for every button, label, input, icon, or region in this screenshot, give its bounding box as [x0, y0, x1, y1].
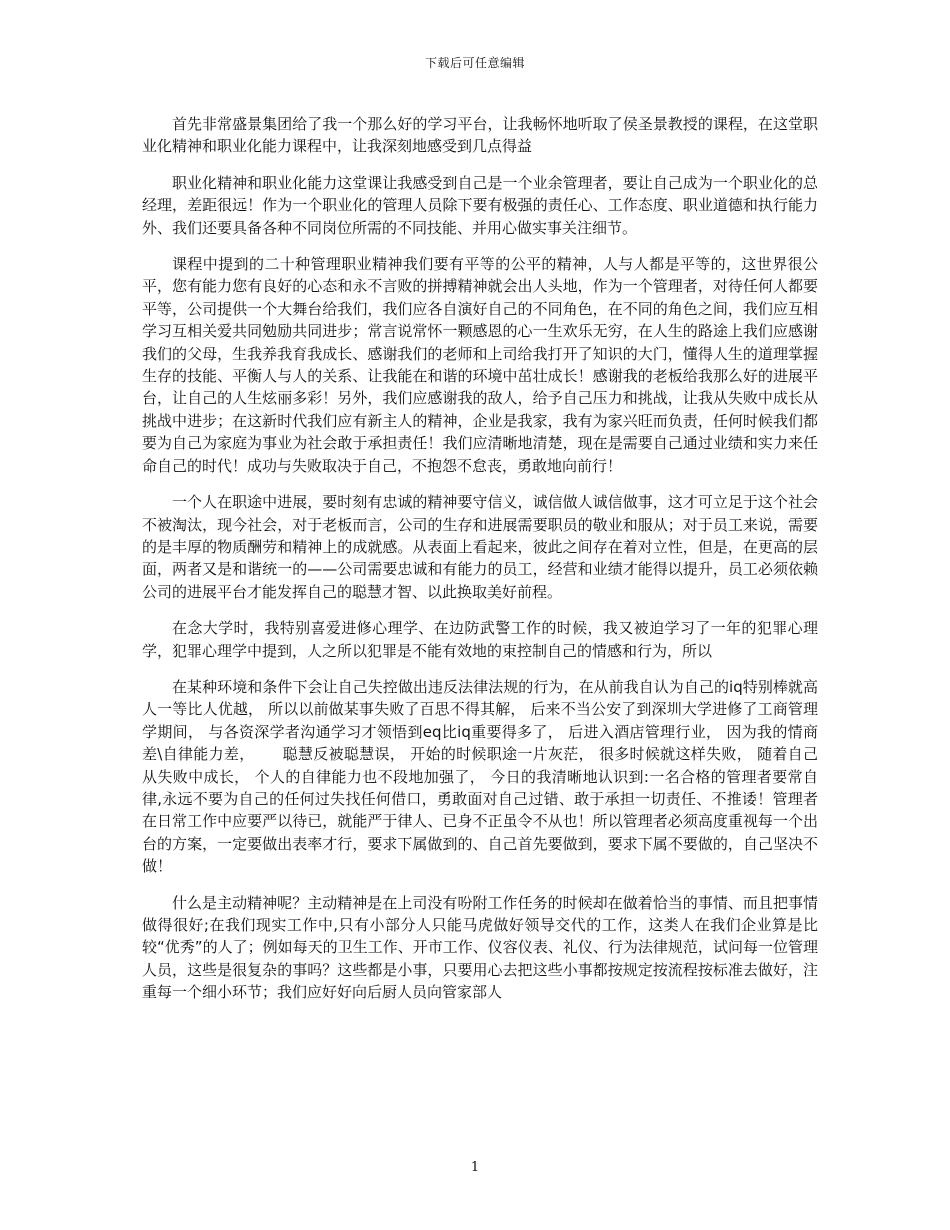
paragraph: 课程中提到的二十种管理职业精神我们要有平等的公平的精神，人与人都是平等的，这世界很公平，您有能力您有良好的心态和永不言败的拼搏精神就会出人头地，作为一个管理者，对待任何人都要平等，公司提供一个大舞台给我们，我们应各自演好自己的不同角色，在不同的角色之间，我们应互相学习互相关爱共同勉励共同进步；常言说常怀一颗感恩的心一生欢乐无穷，在人生的路途上我们应感谢我们的父母，生我养我育我成长、感谢我们的老师和上司给我打开了知识的大门，懂得人生的道理掌握生存的技能、平衡人与人的关系、让我能在和谐的环境中茁壮成长！感谢我的老板给我那么好的进展平台，让自己的人生炫丽多彩！另外，我们应感谢我的敌人，给予自己压力和挑战，让我从失败中成长从挑战中进步；在这新时代我们应有新主人的精神，企业是我家，我有为家兴旺而负责，任何时候我们都要为自己为家庭为事业为社会敢于承担责任！我们应清晰地清楚，现在是需要自己通过业绩和实力来任命自己的时代！成功与失败取决于自己，不抱怨不怠丧，勇敢地向前行！ — [142, 255, 818, 475]
paragraph: 一个人在职途中进展，要时刻有忠诚的精神要守信义，诚信做人诚信做事，这才可立足于这个社会不被淘汰，现今社会，对于老板而言，公司的生存和进展需要职员的敬业和服从；对于员工来说，需要的是丰厚的物质酬劳和精神上的成就感。从表面上看起来，彼此之间存在着对立性，但是，在更高的层面，两者又是和谐统一的——公司需要忠诚和有能力的员工，经营和业绩才能得以提升，员工必须依赖公司的进展平台才能发挥自己的聪慧才智、以此换取美好前程。 — [142, 493, 818, 601]
page-number: 1 — [470, 1160, 480, 1175]
paragraph: 职业化精神和职业化能力这堂课让我感受到自己是一个业余管理者，要让自己成为一个职业化的总经理，差距很远！作为一个职业化的管理人员除下要有极强的责任心、工作态度、职业道德和执行能力外、我们还要具备各种不同岗位所需的不同技能、并用心做实事关注细节。 — [142, 173, 818, 237]
document-body — [142, 113, 818, 1018]
paragraph: 在念大学时，我特别喜爱进修心理学、在边防武警工作的时候，我又被迫学习了一年的犯罪心理学，犯罪心理学中提到，人之所以犯罪是不能有效地的束控制自己的情感和行为，所以 — [142, 619, 818, 660]
paragraph: 在某种环境和条件下会让自己失控做出违反法律法规的行为，在从前我自认为自己的iq特别棒就高人一等比人优越， 所以以前做某事失败了百思不得其解， 后来不当公安了到深圳大学进修了工商管理学期间， 与各资深学者沟通学习才领悟到eq比iq重要得多了， 后进入酒店管理行业， 因为我的情商差\自律能力差， 聪慧反被聪慧误， 开始的时候职途一片灰茫， 很多时候就这样失败， 随着自己从失败中成长， 个人的自律能力也不段地加强了， 今日的我清晰地认识到:一名合格的管理者要常自律,永远不要为自己的任何过失找任何借口，勇敢面对自己过错、敢于承担一切责任、不推诿！管理者在日常工作中应要严以待已，就能严于律人、已身不正虽令不从也！所以管理者必须高度重视每一个出台的方案，一定要做出表率才行，要求下属做到的、自己首先要做到，要求下属不要做的，自己坚决不做！ — [142, 677, 818, 876]
paragraph: 首先非常盛景集团给了我一个那么好的学习平台，让我畅怀地听取了侯圣景教授的课程，在这堂职业化精神和职业化能力课程中，让我深刻地感受到几点得益 — [142, 115, 818, 156]
paragraph: 什么是主动精神呢？主动精神是在上司没有吩附工作任务的时候却在做着恰当的事情、而且把事情做得很好;在我们现实工作中,只有小部分人只能马虎做好领导交代的工作，这类人在我们企业算是比较“优秀”的人了；例如每天的卫生工作、开市工作、仪容仪表、礼仪、行为法律规范，试问每一位管理人员，这些是很复杂的事吗？这些都是小事，只要用心去把这些小事都按规定按流程按标准去做好，注重每一个细小环节；我们应好好向后厨人员向管家部人 — [142, 893, 818, 1002]
page-header: 下载后可任意编辑 — [424, 56, 525, 70]
